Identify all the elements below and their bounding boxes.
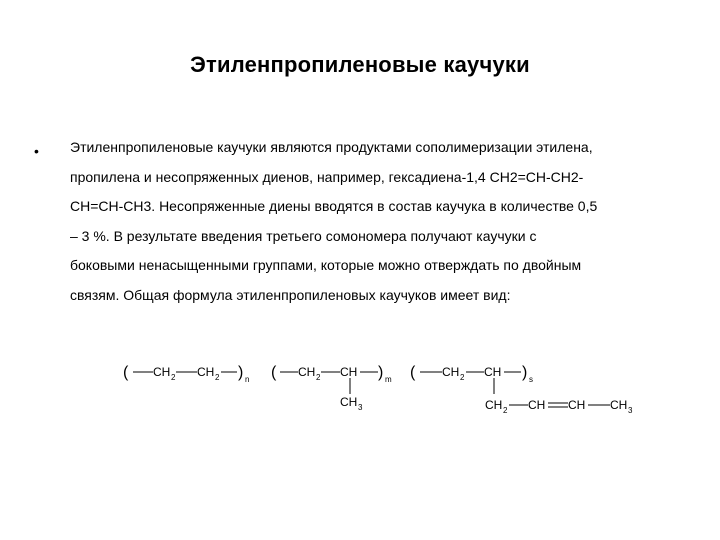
atom-ch3: CH [340,395,358,409]
index-s: s [529,375,533,384]
subscript: 2 [171,373,176,382]
subscript: 2 [460,373,465,382]
bullet-icon: • [34,143,39,159]
paragraph-line: – 3 %. В результате введения третьего сомономера получают каучуки с [70,227,537,244]
paren-open: ( [123,364,129,381]
slide-title: Этиленпропиленовые каучуки [190,52,530,77]
subscript: 2 [215,373,220,382]
subscript: 3 [358,403,363,412]
atom-ch2: CH [485,398,503,412]
paren-close: ) [238,364,244,381]
atom-ch2: CH [442,365,460,379]
index-m: m [385,375,392,384]
atom-ch: CH [568,398,586,412]
atom-ch: CH [528,398,546,412]
atom-ch2: CH [197,365,215,379]
structural-formula [0,340,720,440]
paragraph-line: СН=СН-СН3. Несопряженные диены вводятся в состав каучука в количестве 0,5 [70,198,598,214]
paragraph-line: пропилена и несопряженных диенов, например, гексадиена-1,4 СН2=СН-СН2- [70,168,584,185]
paren-open: ( [271,364,277,381]
subscript: 2 [503,406,508,415]
subscript: 3 [628,406,633,415]
atom-ch2: CH [298,365,316,379]
atom-ch3: CH [610,398,628,412]
atom-ch: CH [340,365,358,379]
paren-open: ( [410,364,416,381]
subscript: 2 [316,373,321,382]
body-paragraph [70,133,672,310]
paragraph-line: Этиленпропиленовые каучуки являются продуктами сополимеризации этилена, [70,139,593,155]
paren-close: ) [378,364,384,381]
atom-ch: CH [484,365,502,379]
paragraph-line: боковыми ненасыщенными группами, которые можно отверждать по двойным [70,257,582,273]
paren-close: ) [522,364,528,381]
index-n: n [245,375,250,384]
atom-ch2: CH [153,365,171,379]
paragraph-line: связям. Общая формула этиленпропиленовых каучуков имеет вид: [70,286,511,303]
